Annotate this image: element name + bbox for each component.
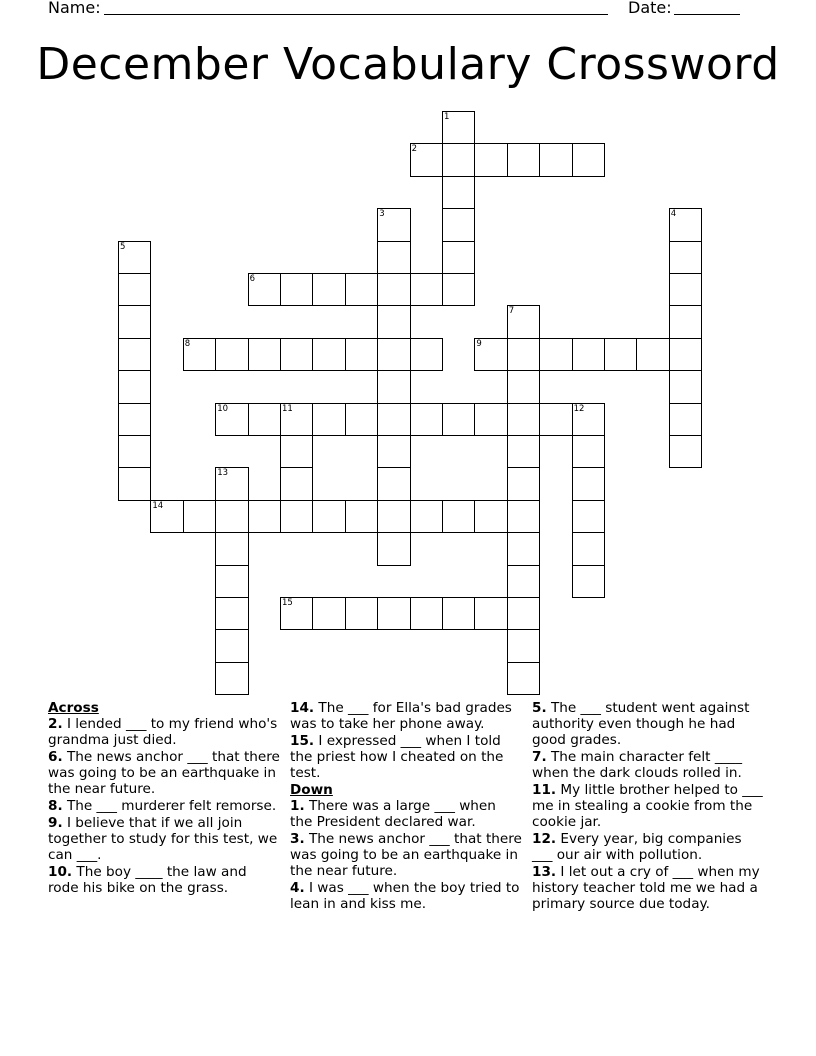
crossword-cell[interactable] [377,241,410,274]
crossword-cell[interactable] [442,143,475,176]
crossword-cell[interactable] [669,241,702,274]
cell-number: 1 [444,112,450,122]
clue-number: 5. [532,700,547,716]
cell-number: 3 [379,209,385,220]
crossword-cell[interactable] [345,273,378,306]
clue-down-13 [532,864,764,912]
clue-text: I expressed ___ when I told the priest how I cheated on the test. [290,733,504,781]
crossword-cell[interactable] [507,143,540,176]
crossword-cell[interactable] [507,597,540,630]
crossword-cell[interactable] [474,500,507,533]
crossword-cell[interactable] [215,532,248,565]
crossword-cell[interactable] [377,273,410,306]
clue-text: I believe that if we all join together to study for this test, we can ___. [48,815,278,863]
crossword-cell[interactable] [669,435,702,468]
crossword-cell[interactable] [215,565,248,598]
crossword-cell[interactable] [215,597,248,630]
crossword-cell[interactable] [442,403,475,436]
crossword-cell[interactable] [539,338,572,371]
crossword-cell[interactable] [345,597,378,630]
clue-down-11 [532,782,764,830]
crossword-cell[interactable] [669,338,702,371]
crossword-cell[interactable] [572,500,605,533]
clue-number: 1. [290,798,305,814]
crossword-cell[interactable] [507,338,540,371]
clue-text: I was ___ when the boy tried to lean in and kiss me. [290,880,520,912]
clue-across-6 [48,749,280,797]
crossword-cell[interactable] [507,629,540,662]
clues-column-3 [532,700,764,913]
crossword-cell[interactable] [572,467,605,500]
clue-down-4 [290,880,522,912]
crossword-cell[interactable] [572,338,605,371]
crossword-cell[interactable] [280,435,313,468]
clue-text: I lended ___ to my friend who's grandma just died. [48,716,278,748]
crossword-cell[interactable] [248,500,281,533]
crossword-cell[interactable] [507,662,540,695]
clue-across-8 [48,798,280,814]
crossword-cell[interactable] [345,403,378,436]
crossword-cell[interactable] [442,176,475,209]
cell-number: 10 [217,403,229,414]
crossword-cell[interactable] [442,273,475,306]
clue-number: 11. [532,782,557,798]
crossword-cell[interactable] [442,241,475,274]
cell-number: 11 [282,403,293,414]
cell-number: 4 [670,209,677,220]
crossword-cell[interactable] [604,338,637,371]
crossword-cell[interactable] [669,403,702,436]
date-label: Date: [628,0,672,17]
clue-across-2 [48,716,280,748]
crossword-cell[interactable] [539,403,572,436]
crossword-cell[interactable] [312,500,345,533]
crossword-cell[interactable] [345,500,378,533]
crossword-cell[interactable] [507,370,540,403]
crossword-cell[interactable] [280,338,313,371]
clue-down-7 [532,749,764,781]
cell-number: 12 [573,403,585,414]
crossword-cell[interactable] [410,338,443,371]
cell-number: 13 [217,468,229,479]
clue-number: 13. [532,864,557,880]
crossword-cell[interactable] [474,143,507,176]
clue-text: I let out a cry of ___ when my history teacher told me we had a primary source due today. [532,864,760,912]
clue-number: 2. [48,716,63,732]
crossword-cell[interactable] [507,500,540,533]
crossword-cell[interactable] [377,597,410,630]
clue-number: 9. [48,815,63,831]
crossword-cell[interactable] [669,370,702,403]
clue-text: There was a large ___ when the President declared war. [290,798,496,830]
clue-text: The boy ____ the law and rode his bike on the grass. [48,864,247,896]
crossword-cell[interactable] [474,403,507,436]
crossword-cell[interactable] [215,629,248,662]
clue-text: The main character felt ____ when the dark clouds rolled in. [532,749,743,781]
crossword-cell[interactable] [377,467,410,500]
clues-column-2 [290,700,522,913]
clue-across-9 [48,815,280,863]
crossword-cell[interactable] [118,273,151,306]
cell-number: 6 [249,274,256,284]
cell-number: 15 [282,598,293,608]
crossword-cell[interactable] [410,403,443,436]
crossword-cell[interactable] [215,338,248,371]
clue-number: 10. [48,864,73,880]
crossword-cell[interactable] [507,532,540,565]
crossword-cell[interactable] [118,305,151,338]
clue-number: 7. [532,749,547,765]
crossword-cell[interactable] [215,662,248,695]
crossword-cell[interactable] [377,403,410,436]
clue-number: 8. [48,798,63,814]
crossword-cell[interactable] [669,273,702,306]
cell-number: 14 [152,500,164,511]
across-heading: Across [48,700,99,716]
crossword-cell[interactable] [215,500,248,533]
clues-column-1 [48,700,280,897]
clue-down-12 [532,831,764,863]
crossword-cell[interactable] [183,500,216,533]
clue-number: 6. [48,749,63,765]
crossword-cell[interactable] [572,565,605,598]
crossword-cell[interactable] [442,208,475,241]
crossword-cell[interactable] [410,500,443,533]
clue-down-5 [532,700,764,748]
crossword-cell[interactable] [377,338,410,371]
crossword-cell[interactable] [377,500,410,533]
crossword-cell[interactable] [118,370,151,403]
crossword-cell[interactable] [248,403,281,436]
crossword-cell[interactable] [474,597,507,630]
clue-text: The ___ student went against authority even though he had good grades. [532,700,750,748]
down-heading: Down [290,782,333,798]
cell-number: 5 [120,241,126,252]
crossword-cell[interactable] [572,435,605,468]
crossword-cell[interactable] [410,597,443,630]
cell-number: 2 [411,144,418,155]
crossword-cell[interactable] [410,273,443,306]
crossword-cell[interactable] [280,500,313,533]
crossword-cell[interactable] [377,435,410,468]
clue-text: The ___ murderer felt remorse. [66,798,277,814]
crossword-cell[interactable] [118,467,151,500]
clue-text: My little brother helped to ___ me in stealing a cookie from the cookie jar. [532,782,763,830]
clue-text: The ___ for Ella's bad grades was to take her phone away. [290,700,512,732]
name-label: Name: [48,0,101,17]
crossword-cell[interactable] [507,435,540,468]
clue-down-3 [290,831,522,879]
crossword-cell[interactable] [539,143,572,176]
clue-number: 14. [290,700,315,716]
crossword-cell[interactable] [248,338,281,371]
cell-number: 9 [476,338,482,349]
cell-number: 7 [508,306,515,317]
crossword-cell[interactable] [442,500,475,533]
clue-across-10 [48,864,280,896]
clue-across-14 [290,700,522,732]
crossword-cell[interactable] [377,532,410,565]
clue-down-1 [290,798,522,830]
clue-number: 4. [290,880,305,896]
crossword-cell[interactable] [377,305,410,338]
clue-text: The news anchor ___ that there was going to be an earthquake in the near future. [48,749,280,797]
cell-number: 8 [184,338,191,349]
clue-number: 12. [532,831,557,847]
crossword-cell[interactable] [377,370,410,403]
crossword-cell[interactable] [636,338,669,371]
crossword-cell[interactable] [312,338,345,371]
crossword-cell[interactable] [312,597,345,630]
crossword-cell[interactable] [507,565,540,598]
crossword-cell[interactable] [280,273,313,306]
crossword-cell[interactable] [442,597,475,630]
crossword-cell[interactable] [118,435,151,468]
crossword-cell[interactable] [345,338,378,371]
crossword-cell[interactable] [572,143,605,176]
clue-number: 3. [290,831,305,847]
crossword-cell[interactable] [312,403,345,436]
crossword-cell[interactable] [118,338,151,371]
page-title: December Vocabulary Crossword [36,39,780,90]
crossword-cell[interactable] [118,403,151,436]
crossword-cell[interactable] [280,467,313,500]
crossword-cell[interactable] [507,403,540,436]
clue-text: The news anchor ___ that there was going to be an earthquake in the near future. [290,831,522,879]
crossword-cell[interactable] [312,273,345,306]
crossword-cell[interactable] [507,467,540,500]
clue-text: Every year, big companies ___ our air with pollution. [532,831,742,863]
crossword-cell[interactable] [572,532,605,565]
crossword-cell[interactable] [669,305,702,338]
clue-across-15 [290,733,522,781]
clue-number: 15. [290,733,315,749]
